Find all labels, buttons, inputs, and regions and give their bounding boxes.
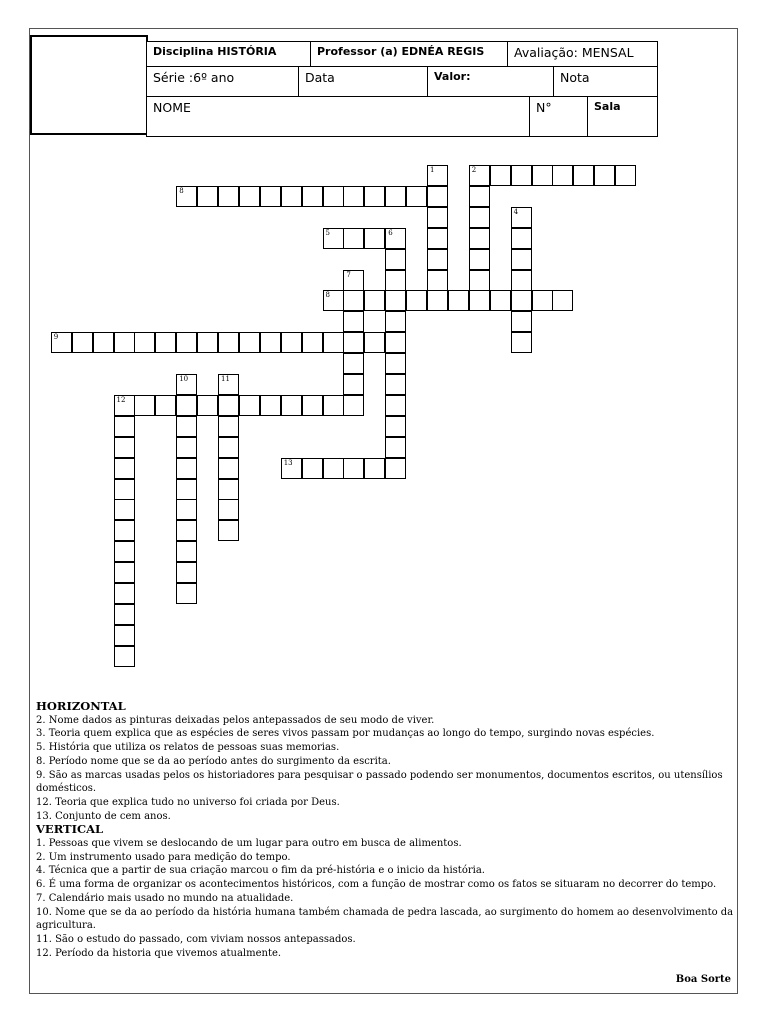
- crossword-cell[interactable]: [302, 332, 323, 353]
- crossword-cell[interactable]: [532, 165, 553, 186]
- crossword-cell[interactable]: [469, 228, 490, 249]
- classroom-field[interactable]: Sala: [587, 96, 658, 137]
- crossword-cell[interactable]: [176, 416, 197, 437]
- clue-item: 2. Nome dados as pinturas deixadas pelos antepassados de seu modo de viver.: [36, 714, 435, 726]
- clue-item: 1. Pessoas que vivem se deslocando de um lugar para outro em busca de alimentos.: [36, 838, 462, 850]
- crossword-cell[interactable]: [114, 479, 135, 500]
- crossword-cell[interactable]: [511, 290, 532, 311]
- crossword-cell[interactable]: [302, 186, 323, 207]
- crossword-cell[interactable]: [427, 228, 448, 249]
- crossword-cell[interactable]: [323, 290, 344, 311]
- crossword-cell[interactable]: [281, 332, 302, 353]
- vertical-clue-list: [36, 837, 736, 960]
- horizontal-heading: HORIZONTAL: [36, 699, 126, 713]
- crossword-cell[interactable]: [385, 228, 406, 249]
- crossword-cell[interactable]: [176, 395, 197, 416]
- date-field[interactable]: Data: [298, 66, 428, 97]
- crossword-cell[interactable]: [385, 437, 406, 458]
- grade-field: Série :6º ano: [146, 66, 299, 97]
- score-field[interactable]: Nota: [553, 66, 658, 97]
- crossword-cell[interactable]: [343, 332, 364, 353]
- crossword-cell[interactable]: [218, 395, 239, 416]
- crossword-cell[interactable]: [176, 332, 197, 353]
- clue-item: 8. Período nome que se da ao período antes do surgimento da escrita.: [36, 755, 391, 767]
- value-field[interactable]: Valor:: [427, 66, 554, 97]
- crossword-cell[interactable]: [218, 458, 239, 479]
- crossword-cell[interactable]: [323, 458, 344, 479]
- clue-item: 3. Teoria quem explica que as espécies de seres vivos passam por mudanças ao longo do tempo, surgindo novas espécies.: [36, 728, 655, 740]
- crossword-cell[interactable]: [364, 228, 385, 249]
- clue-number: 9: [53, 333, 59, 342]
- crossword-cell[interactable]: [176, 374, 197, 395]
- crossword-cell[interactable]: [218, 520, 239, 541]
- crossword-cell[interactable]: [134, 395, 155, 416]
- crossword-cell[interactable]: [281, 186, 302, 207]
- crossword-cell[interactable]: [385, 290, 406, 311]
- crossword-cell[interactable]: [385, 458, 406, 479]
- clue-item: 13. Conjunto de cem anos.: [36, 810, 171, 822]
- crossword-cell[interactable]: [343, 228, 364, 249]
- crossword-cell[interactable]: [114, 499, 135, 520]
- crossword-cell[interactable]: [552, 290, 573, 311]
- crossword-cell[interactable]: [323, 395, 344, 416]
- crossword-cell[interactable]: [155, 395, 176, 416]
- clues-section: [36, 700, 736, 960]
- crossword-cell[interactable]: [114, 541, 135, 562]
- crossword-cell[interactable]: [114, 625, 135, 646]
- horizontal-clue-list: [36, 714, 736, 824]
- crossword-cell[interactable]: [114, 416, 135, 437]
- crossword-cell[interactable]: [469, 249, 490, 270]
- clue-number: 8: [179, 186, 184, 195]
- crossword-cell[interactable]: [239, 395, 260, 416]
- crossword-cell[interactable]: [197, 332, 218, 353]
- crossword-cell[interactable]: [176, 562, 197, 583]
- crossword-cell[interactable]: [218, 186, 239, 207]
- crossword-cell[interactable]: [114, 458, 135, 479]
- crossword-cell[interactable]: [385, 374, 406, 395]
- crossword-cell[interactable]: [218, 374, 239, 395]
- crossword-cell[interactable]: [302, 395, 323, 416]
- crossword-cell[interactable]: [511, 207, 532, 228]
- crossword-cell[interactable]: [406, 290, 427, 311]
- crossword-cell[interactable]: [469, 165, 490, 186]
- crossword-cell[interactable]: [385, 311, 406, 332]
- crossword-cell[interactable]: [511, 332, 532, 353]
- subject-field: Disciplina HISTÓRIA: [146, 41, 311, 67]
- student-number-field[interactable]: N°: [529, 96, 588, 137]
- crossword-cell[interactable]: [93, 332, 114, 353]
- crossword-cell[interactable]: [532, 290, 553, 311]
- crossword-cell[interactable]: [114, 332, 135, 353]
- crossword-cell[interactable]: [427, 207, 448, 228]
- crossword-cell[interactable]: [448, 290, 469, 311]
- crossword-cell[interactable]: [134, 332, 155, 353]
- crossword-cell[interactable]: [114, 437, 135, 458]
- crossword-cell[interactable]: [51, 332, 72, 353]
- crossword-cell[interactable]: [218, 416, 239, 437]
- crossword-cell[interactable]: [385, 186, 406, 207]
- vertical-heading: VERTICAL: [36, 822, 104, 837]
- crossword-cell[interactable]: [406, 186, 427, 207]
- crossword-cell[interactable]: [615, 165, 636, 186]
- crossword-cell[interactable]: [176, 583, 197, 604]
- crossword-cell[interactable]: [239, 332, 260, 353]
- crossword-cell[interactable]: [552, 165, 573, 186]
- crossword-cell[interactable]: [114, 395, 135, 416]
- crossword-cell[interactable]: [218, 499, 239, 520]
- crossword-cell[interactable]: [281, 458, 302, 479]
- crossword-cell[interactable]: [511, 270, 532, 291]
- crossword-cell[interactable]: [469, 270, 490, 291]
- crossword-cell[interactable]: [343, 458, 364, 479]
- crossword-cell[interactable]: [364, 290, 385, 311]
- crossword-cell[interactable]: [260, 332, 281, 353]
- crossword-cell[interactable]: [114, 520, 135, 541]
- crossword-cell[interactable]: [364, 186, 385, 207]
- crossword-cell[interactable]: [155, 332, 176, 353]
- crossword-cell[interactable]: [427, 186, 448, 207]
- crossword-cell[interactable]: [281, 395, 302, 416]
- clue-number: 7: [346, 270, 351, 279]
- crossword-cell[interactable]: [260, 395, 281, 416]
- clue-item: 5. História que utiliza os relatos de pessoas suas memorias.: [36, 742, 340, 754]
- crossword-cell[interactable]: [511, 311, 532, 332]
- crossword-cell[interactable]: [427, 290, 448, 311]
- crossword-cell[interactable]: [385, 416, 406, 437]
- crossword-cell[interactable]: [114, 583, 135, 604]
- clue-item: 12. Teoria que explica tudo no universo foi criada por Deus.: [36, 796, 340, 808]
- clue-number: 6: [388, 228, 393, 237]
- crossword-cell[interactable]: [343, 311, 364, 332]
- crossword-cell[interactable]: [114, 604, 135, 625]
- clue-number: 8: [325, 291, 330, 300]
- crossword-cell[interactable]: [260, 186, 281, 207]
- crossword-cell[interactable]: [176, 458, 197, 479]
- crossword-cell[interactable]: [343, 270, 364, 291]
- crossword-cell[interactable]: [469, 186, 490, 207]
- crossword-cell[interactable]: [218, 479, 239, 500]
- crossword-cell[interactable]: [469, 207, 490, 228]
- crossword-cell[interactable]: [114, 646, 135, 667]
- crossword-cell[interactable]: [573, 165, 594, 186]
- clue-item: 4. Técnica que a partir de sua criação marcou o fim da pré-história e o inicio da história.: [36, 865, 485, 877]
- crossword-cell[interactable]: [427, 165, 448, 186]
- crossword-cell[interactable]: [427, 249, 448, 270]
- clue-number: 4: [513, 207, 519, 216]
- clue-number: 10: [179, 375, 189, 383]
- good-luck-text: Boa Sorte: [675, 974, 731, 985]
- crossword-cell[interactable]: [176, 520, 197, 541]
- clue-number: 12: [116, 395, 126, 404]
- crossword-cell[interactable]: [343, 290, 364, 311]
- crossword-cell[interactable]: [343, 374, 364, 395]
- clue-number: 11: [221, 375, 230, 383]
- clue-item: 10. Nome que se da ao período da história humana também chamada de pedra lascada, ao surgimento do homem ao desenvolvimento da agricultura.: [36, 906, 734, 932]
- crossword-cell[interactable]: [343, 395, 364, 416]
- clue-item: 7. Calendário mais usado no mundo na atualidade.: [36, 892, 294, 904]
- crossword-cell[interactable]: [323, 228, 344, 249]
- crossword-cell[interactable]: [72, 332, 93, 353]
- crossword-cell[interactable]: [490, 290, 511, 311]
- crossword-cell[interactable]: [343, 186, 364, 207]
- crossword-cell[interactable]: [594, 165, 615, 186]
- clue-item: 9. São as marcas usadas pelos os historiadores para pesquisar o passado podendo ser monumentos, documentos escritos, ou utensílios domésticos.: [36, 769, 723, 795]
- crossword-cell[interactable]: [176, 541, 197, 562]
- crossword-cell[interactable]: [385, 353, 406, 374]
- clue-number: 13: [283, 458, 293, 467]
- crossword-cell[interactable]: [176, 186, 197, 207]
- crossword-cell[interactable]: [302, 458, 323, 479]
- clue-item: 11. São o estudo do passado, com viviam nossos antepassados.: [36, 933, 356, 945]
- crossword-cell[interactable]: [511, 228, 532, 249]
- crossword-cell[interactable]: [197, 395, 218, 416]
- crossword-cell[interactable]: [511, 165, 532, 186]
- crossword-cell[interactable]: [385, 249, 406, 270]
- crossword-cell[interactable]: [114, 562, 135, 583]
- clue-number: 2: [471, 166, 477, 174]
- teacher-field: Professor (a) EDNÉA REGIS: [310, 41, 508, 67]
- crossword-cell[interactable]: [385, 395, 406, 416]
- crossword-cell[interactable]: [176, 437, 197, 458]
- crossword-cell[interactable]: [197, 186, 218, 207]
- crossword-cell[interactable]: [469, 290, 490, 311]
- clue-item: 6. É uma forma de organizar os acontecimentos históricos, com a função de mostrar como os fatos se situaram no decorrer do tempo.: [36, 879, 717, 891]
- crossword-cell[interactable]: [176, 499, 197, 520]
- crossword-cell[interactable]: [218, 332, 239, 353]
- clue-number: 1: [430, 166, 435, 174]
- crossword-cell[interactable]: [364, 458, 385, 479]
- crossword-cell[interactable]: [343, 353, 364, 374]
- crossword-cell[interactable]: [218, 437, 239, 458]
- crossword-cell[interactable]: [385, 270, 406, 291]
- clue-item: 2. Um instrumento usado para medição do tempo.: [36, 851, 291, 863]
- crossword-cell[interactable]: [364, 332, 385, 353]
- crossword-cell[interactable]: [490, 165, 511, 186]
- crossword-cell[interactable]: [176, 479, 197, 500]
- crossword-cell[interactable]: [427, 270, 448, 291]
- student-name-field[interactable]: NOME: [146, 96, 530, 137]
- crossword-cell[interactable]: [511, 249, 532, 270]
- crossword-cell[interactable]: [239, 186, 260, 207]
- crossword-cell[interactable]: [323, 332, 344, 353]
- clue-number: 5: [325, 228, 330, 237]
- clue-item: 12. Período da historia que vivemos atualmente.: [36, 947, 282, 959]
- crossword-cell[interactable]: [385, 332, 406, 353]
- evaluation-field: Avaliação: MENSAL: [507, 41, 658, 67]
- crossword-cell[interactable]: [323, 186, 344, 207]
